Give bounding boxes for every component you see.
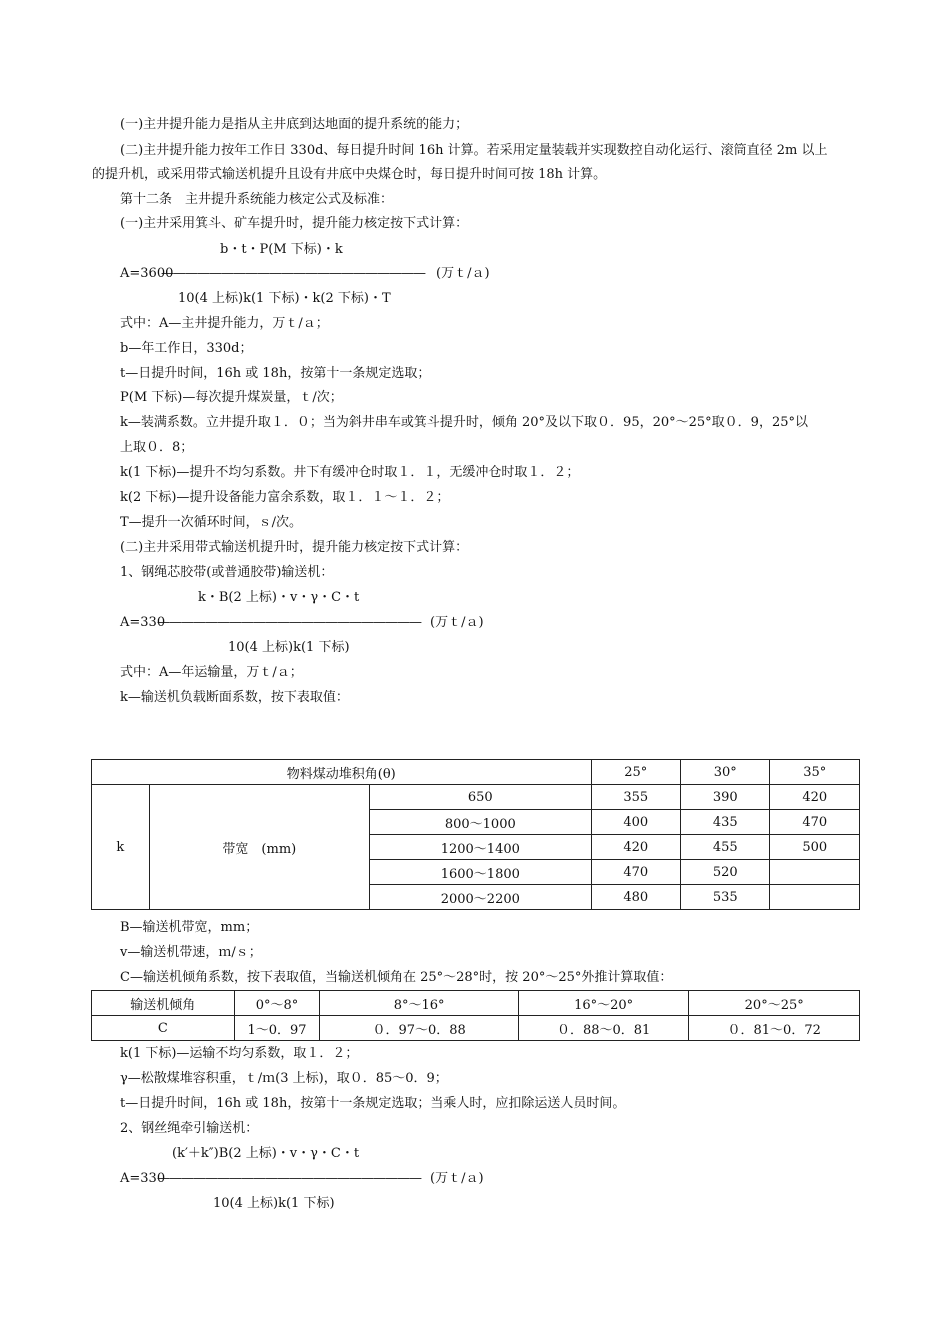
def-k-section: k—输送机负载断面系数，按下表取值：: [120, 690, 349, 705]
table-cell: 16°～20°: [518, 991, 689, 1016]
def-B: B—输送机带宽，mm；: [120, 920, 259, 935]
formula-2-denominator: 10(4 上标)k(1 下标): [228, 640, 350, 655]
table-cell: 390: [681, 785, 770, 810]
def-k1: k(1 下标)—提升不均匀系数。井下有缓冲仓时取１．１，无缓冲仓时取１．２；: [120, 465, 580, 480]
def-b: b—年工作日，330d；: [120, 341, 253, 356]
formula-2-fraction-bar: ——————————————————————: [157, 615, 421, 630]
table-header-row: [92, 991, 860, 1016]
def-C: C—输送机倾角系数，按下表取值，当输送机倾角在 25°～28°时，按 20°～25°外推计算取值：: [120, 970, 673, 985]
formula-3-fraction-bar: ——————————————————————: [157, 1171, 421, 1186]
def-gamma: γ—松散煤堆容积重，ｔ/ｍ(3 上标)，取０．85～0．9；: [120, 1071, 448, 1086]
table-header-30: 30°: [681, 760, 770, 785]
clause-1: (一)主井提升能力是指从主井底到达地面的提升系统的能力；: [120, 117, 469, 132]
formula-1-fraction-bar: ——————————————————————: [161, 266, 425, 281]
section-2-title: (二)主井采用带式输送机提升时，提升能力核定按下式计算：: [120, 540, 469, 555]
table-cell: 355: [591, 785, 680, 810]
table-cell: ０．81～0．72: [689, 1016, 860, 1041]
clause-2-line-1: (二)主井提升能力按年工作日 330d、每日提升时间 16h 计算。若采用定量装载并实现数控自动化运行、滚筒直径 2m 以上: [120, 143, 828, 158]
def-a: 式中：A—主井提升能力，万ｔ/ａ；: [120, 316, 329, 331]
formula-3-lhs: A=330: [120, 1171, 166, 1186]
def-k1-2: k(1 下标)—运输不均匀系数，取１．２；: [120, 1046, 359, 1061]
table-cell: 20°～25°: [689, 991, 860, 1016]
table-cell: 480: [591, 885, 680, 910]
def-T: T—提升一次循环时间，ｓ/次。: [120, 515, 303, 530]
section-1-title: (一)主井采用箕斗、矿车提升时，提升能力核定按下式计算：: [120, 216, 469, 231]
def-k-line-1: k—装满系数。立井提升取１．０；当为斜井串车或箕斗提升时，倾角 20°及以下取０．95，20°～25°取０．9，25°以: [120, 415, 808, 430]
table-cell: 0°～8°: [234, 991, 320, 1016]
formula-1-unit: (万ｔ/ａ): [436, 266, 490, 281]
table-k-cell: k: [92, 785, 150, 910]
table-cell: [770, 860, 860, 885]
table-row: [92, 1016, 860, 1041]
table-cell: 2000～2200: [370, 885, 591, 910]
table-cell: 455: [681, 835, 770, 860]
def-v: v—输送机带速，ｍ/ｓ；: [120, 945, 262, 960]
table-cell: 535: [681, 885, 770, 910]
formula-2-numerator: k・B(2 上标)・v・γ・C・t: [198, 590, 360, 605]
table-header-25: 25°: [591, 760, 680, 785]
subsection-1-title: 1、钢绳芯胶带(或普通胶带)输送机：: [120, 565, 334, 580]
def-t: t—日提升时间，16h 或 18h，按第十一条规定选取；: [120, 366, 431, 381]
formula-2-lhs: A=330: [120, 615, 166, 630]
def-t-2: t—日提升时间，16h 或 18h，按第十一条规定选取；当乘人时，应扣除运送人员时间。: [120, 1096, 626, 1111]
table-header-angle: 物料煤动堆积角(θ): [92, 760, 592, 785]
table-width-label: 带宽 (mm): [149, 785, 369, 910]
table-cell: 800～1000: [370, 810, 591, 835]
def-k2: k(2 下标)—提升设备能力富余系数，取１．１～１．２；: [120, 490, 450, 505]
table-cell: 420: [591, 835, 680, 860]
table-cell: 1600～1800: [370, 860, 591, 885]
table-header-35: 35°: [770, 760, 860, 785]
table-cell: 8°～16°: [320, 991, 518, 1016]
section-coefficient-table: [91, 759, 860, 910]
table-row: [92, 785, 860, 810]
clause-2-line-2: 的提升机，或采用带式输送机提升且设有井底中央煤仓时，每日提升时间可按 18h 计算。: [92, 167, 607, 182]
formula-1-numerator: b・t・P(M 下标)・k: [220, 242, 343, 257]
formula-3-numerator: (k′＋k″)B(2 上标)・v・γ・C・t: [172, 1146, 360, 1161]
table-cell: 520: [681, 860, 770, 885]
table-header-row: [92, 760, 860, 785]
def-a-2: 式中：A—年运输量，万ｔ/ａ；: [120, 665, 303, 680]
formula-3-unit: (万ｔ/ａ): [430, 1171, 484, 1186]
formula-3-denominator: 10(4 上标)k(1 下标): [213, 1196, 335, 1211]
article-12-heading: 第十二条 主井提升系统能力核定公式及标准：: [120, 192, 394, 207]
formula-1-lhs: A=3600: [120, 266, 174, 281]
table-cell: 400: [591, 810, 680, 835]
table-cell: 1200～1400: [370, 835, 591, 860]
formula-2-unit: (万ｔ/ａ): [430, 615, 484, 630]
table-cell: 435: [681, 810, 770, 835]
formula-1-denominator: 10(4 上标)k(1 下标)・k(2 下标)・T: [178, 291, 391, 306]
subsection-2-title: 2、钢丝绳牵引输送机：: [120, 1121, 259, 1136]
table-cell: 420: [770, 785, 860, 810]
table-cell: 470: [770, 810, 860, 835]
table-cell: 500: [770, 835, 860, 860]
def-k-line-2: 上取０．8；: [120, 440, 194, 455]
table-cell: [770, 885, 860, 910]
table-cell: ０．88～0．81: [518, 1016, 689, 1041]
inclination-coefficient-table: [91, 990, 860, 1041]
table-cell: 470: [591, 860, 680, 885]
table-cell: 输送机倾角: [92, 991, 235, 1016]
table-cell: C: [92, 1016, 235, 1041]
table-cell: 650: [370, 785, 591, 810]
table-cell: 1～0．97: [234, 1016, 320, 1041]
table-cell: ０．97～0．88: [320, 1016, 518, 1041]
def-pm: P(M 下标)—每次提升煤炭量，ｔ/次；: [120, 390, 343, 405]
